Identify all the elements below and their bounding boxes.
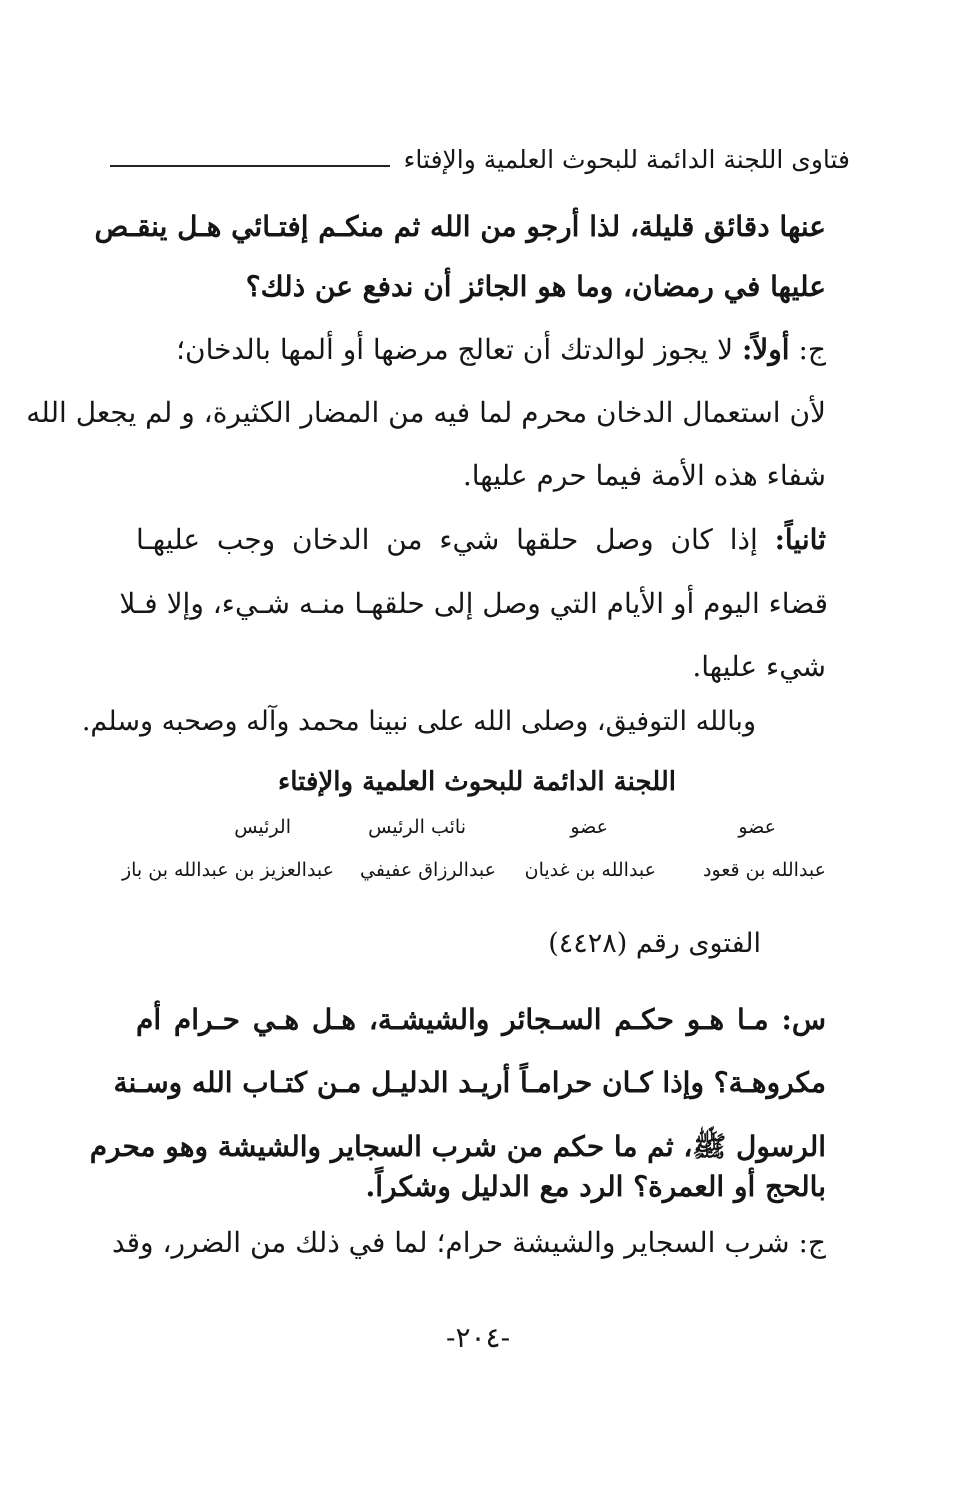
running-title: فتاوى اللجنة الدائمة للبحوث العلمية والإفتاء (403, 145, 850, 174)
page-number: -٢٠٤- (445, 1321, 511, 1354)
role-vice-president: نائب الرئيس (368, 816, 466, 838)
answer-1-line-1 (136, 320, 826, 380)
first-point-text: لا يجوز لوالدتك أن تعالج مرضها أو ألمها بالدخان؛ (176, 333, 734, 366)
question-2-line-3: الرسول ﷺ، ثم ما حكم من شرب السجاير والشيشة وهو محرم (89, 1130, 826, 1163)
answer-prefix: ج: (798, 333, 826, 366)
question-2-line-2: مكروهـة؟ وإذا كـان حرامـاً أريـد الدليـل مـن كتـاب الله وسـنة (113, 1066, 826, 1099)
answer-2-line-1: ج: شرب السجاير والشيشة حرام؛ لما في ذلك من الضرر، وقد (111, 1226, 826, 1259)
answer-1-line-3: شفاء هذه الأمة فيما حرم عليها. (462, 459, 826, 492)
running-header (110, 138, 850, 178)
answer-1-line-5: قضاء اليوم أو الأيام التي وصل إلى حلقهـا منـه شـيء، وإلا فـلا (119, 587, 828, 620)
fatwa-number: الفتوى رقم (٤٤٢٨) (548, 928, 761, 959)
question-2-line-4: بالحج أو العمرة؟ الرد مع الدليل وشكراً. (365, 1170, 826, 1203)
role-member-2: عضو (570, 816, 608, 838)
header-rule (110, 165, 390, 167)
first-point-label: أولاً: (741, 333, 790, 366)
committee-name: اللجنة الدائمة للبحوث العلمية والإفتاء (278, 767, 676, 797)
second-point-text: إذا كان وصل حلقها شيء من الدخان وجب عليهـا (136, 523, 758, 556)
question-continuation-line-2: عليها في رمضان، وما هو الجائز أن ندفع عن ذلك؟ (245, 270, 826, 303)
question-2-line-1: س: مـا هـو حكـم السـجائر والشيشـة، هـل هـي حـرام أم (136, 1003, 826, 1036)
answer-1-line-2: لأن استعمال الدخان محرم لما فيه من المضار الكثيرة، و لم يجعل الله (26, 396, 826, 429)
member-name-1: عبدالله بن قعود (703, 859, 826, 881)
question-continuation-line-1: عنها دقائق قليلة، لذا أرجو من الله ثم منكـم إفتـائي هـل ينقـص (94, 210, 826, 243)
answer-1-line-4 (136, 510, 826, 570)
member-name-3: عبدالرزاق عفيفي (360, 859, 496, 881)
member-name-4: عبدالعزيز بن عبدالله بن باز (121, 859, 334, 881)
answer-1-line-6: شيء عليها. (692, 650, 826, 683)
role-president: الرئيس (234, 816, 291, 838)
closing-text: وبالله التوفيق، وصلى الله على نبينا محمد وآله وصحبه وسلم. (81, 706, 756, 737)
role-member-1: عضو (738, 816, 776, 838)
member-name-2: عبدالله بن غديان (524, 859, 656, 881)
second-point-label: ثانياً: (774, 523, 826, 556)
